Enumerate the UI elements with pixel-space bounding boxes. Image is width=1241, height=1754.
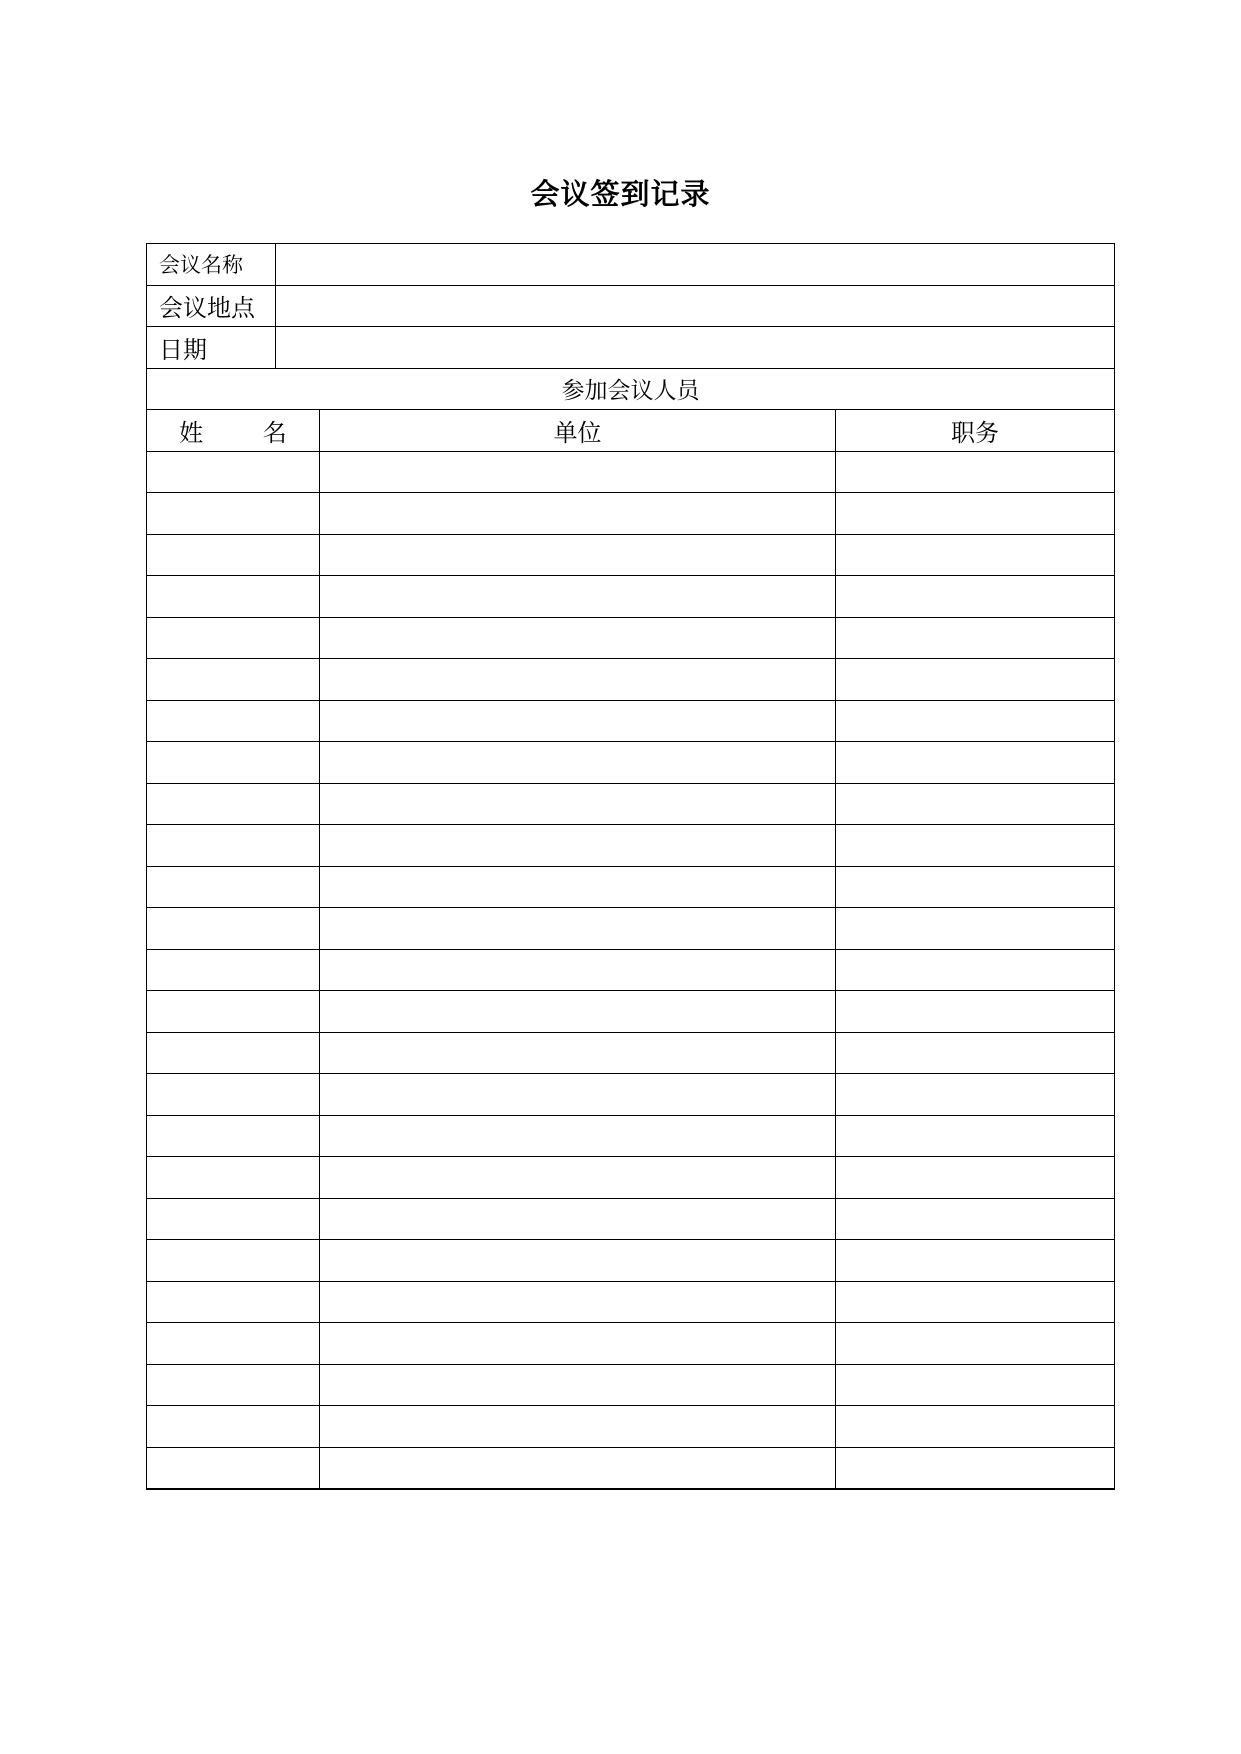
attendee-unit-cell[interactable] bbox=[320, 700, 836, 742]
attendee-row bbox=[147, 742, 1115, 784]
attendee-name-cell[interactable] bbox=[147, 659, 320, 701]
attendee-position-cell[interactable] bbox=[836, 451, 1115, 493]
attendee-position-cell[interactable] bbox=[836, 493, 1115, 535]
attendee-name-cell[interactable] bbox=[147, 493, 320, 535]
attendee-unit-cell[interactable] bbox=[320, 991, 836, 1033]
attendee-unit-cell[interactable] bbox=[320, 1157, 836, 1199]
attendee-row bbox=[147, 825, 1115, 867]
attendee-position-cell[interactable] bbox=[836, 1364, 1115, 1406]
attendee-unit-cell[interactable] bbox=[320, 617, 836, 659]
attendee-row bbox=[147, 1281, 1115, 1323]
attendee-name-cell[interactable] bbox=[147, 742, 320, 784]
attendee-position-cell[interactable] bbox=[836, 1115, 1115, 1157]
attendee-position-cell[interactable] bbox=[836, 908, 1115, 950]
attendee-name-cell[interactable] bbox=[147, 576, 320, 618]
attendee-position-cell[interactable] bbox=[836, 1281, 1115, 1323]
attendee-unit-cell[interactable] bbox=[320, 1281, 836, 1323]
attendee-row bbox=[147, 617, 1115, 659]
attendee-unit-cell[interactable] bbox=[320, 659, 836, 701]
attendee-position-cell[interactable] bbox=[836, 742, 1115, 784]
attendee-unit-cell[interactable] bbox=[320, 1323, 836, 1365]
attendee-row bbox=[147, 1074, 1115, 1116]
column-header-name: 姓 名 bbox=[147, 410, 320, 452]
attendee-name-cell[interactable] bbox=[147, 1281, 320, 1323]
info-row-meeting-name bbox=[147, 244, 1115, 286]
attendee-unit-cell[interactable] bbox=[320, 742, 836, 784]
attendee-name-cell[interactable] bbox=[147, 1364, 320, 1406]
attendee-name-cell[interactable] bbox=[147, 908, 320, 950]
attendee-name-cell[interactable] bbox=[147, 991, 320, 1033]
attendee-unit-cell[interactable] bbox=[320, 576, 836, 618]
attendee-unit-cell[interactable] bbox=[320, 1364, 836, 1406]
attendee-position-cell[interactable] bbox=[836, 617, 1115, 659]
info-row-date bbox=[147, 327, 1115, 369]
attendee-position-cell[interactable] bbox=[836, 700, 1115, 742]
date-field[interactable] bbox=[276, 327, 1115, 369]
attendee-row bbox=[147, 1406, 1115, 1448]
meeting-location-field[interactable] bbox=[276, 285, 1115, 327]
attendee-row bbox=[147, 493, 1115, 535]
attendee-row bbox=[147, 1364, 1115, 1406]
attendee-name-cell[interactable] bbox=[147, 949, 320, 991]
section-row bbox=[147, 368, 1115, 410]
attendee-unit-cell[interactable] bbox=[320, 1406, 836, 1448]
attendee-position-cell[interactable] bbox=[836, 949, 1115, 991]
attendee-row bbox=[147, 949, 1115, 991]
attendee-unit-cell[interactable] bbox=[320, 825, 836, 867]
attendee-position-cell[interactable] bbox=[836, 1032, 1115, 1074]
attendee-unit-cell[interactable] bbox=[320, 866, 836, 908]
attendee-position-cell[interactable] bbox=[836, 534, 1115, 576]
attendee-unit-cell[interactable] bbox=[320, 783, 836, 825]
column-header-position: 职务 bbox=[836, 410, 1115, 452]
attendee-name-cell[interactable] bbox=[147, 1240, 320, 1282]
attendee-position-cell[interactable] bbox=[836, 991, 1115, 1033]
attendee-row bbox=[147, 1447, 1115, 1489]
attendee-unit-cell[interactable] bbox=[320, 1198, 836, 1240]
meeting-name-field[interactable] bbox=[276, 244, 1115, 286]
attendee-name-cell[interactable] bbox=[147, 451, 320, 493]
attendee-row bbox=[147, 659, 1115, 701]
attendee-row bbox=[147, 1198, 1115, 1240]
attendee-unit-cell[interactable] bbox=[320, 1115, 836, 1157]
sign-in-table bbox=[146, 243, 1115, 1490]
attendee-position-cell[interactable] bbox=[836, 1406, 1115, 1448]
attendee-name-cell[interactable] bbox=[147, 1406, 320, 1448]
attendee-name-cell[interactable] bbox=[147, 1157, 320, 1199]
attendee-name-cell[interactable] bbox=[147, 1447, 320, 1489]
info-row-meeting-location bbox=[147, 285, 1115, 327]
attendee-name-cell[interactable] bbox=[147, 617, 320, 659]
attendee-row bbox=[147, 1115, 1115, 1157]
attendee-name-cell[interactable] bbox=[147, 534, 320, 576]
attendee-unit-cell[interactable] bbox=[320, 949, 836, 991]
attendee-row bbox=[147, 576, 1115, 618]
attendee-row bbox=[147, 908, 1115, 950]
attendee-name-cell[interactable] bbox=[147, 1115, 320, 1157]
attendee-position-cell[interactable] bbox=[836, 1323, 1115, 1365]
attendee-unit-cell[interactable] bbox=[320, 1074, 836, 1116]
attendee-position-cell[interactable] bbox=[836, 866, 1115, 908]
document-title: 会议签到记录 bbox=[530, 177, 711, 211]
attendee-position-cell[interactable] bbox=[836, 1198, 1115, 1240]
column-header-row bbox=[147, 410, 1115, 452]
attendee-unit-cell[interactable] bbox=[320, 451, 836, 493]
attendee-unit-cell[interactable] bbox=[320, 1240, 836, 1282]
column-header-unit: 单位 bbox=[320, 410, 836, 452]
attendee-unit-cell[interactable] bbox=[320, 534, 836, 576]
attendee-position-cell[interactable] bbox=[836, 825, 1115, 867]
attendee-name-cell[interactable] bbox=[147, 1323, 320, 1365]
attendee-row bbox=[147, 1323, 1115, 1365]
date-label: 日期 bbox=[147, 327, 276, 369]
attendee-unit-cell[interactable] bbox=[320, 493, 836, 535]
attendee-name-cell[interactable] bbox=[147, 1074, 320, 1116]
meeting-name-label: 会议名称 bbox=[147, 244, 276, 286]
meeting-location-label: 会议地点 bbox=[147, 285, 276, 327]
attendee-unit-cell[interactable] bbox=[320, 908, 836, 950]
attendee-row bbox=[147, 534, 1115, 576]
attendee-name-cell[interactable] bbox=[147, 866, 320, 908]
attendees-section-title: 参加会议人员 bbox=[147, 368, 1115, 410]
attendee-row bbox=[147, 866, 1115, 908]
attendee-position-cell[interactable] bbox=[836, 783, 1115, 825]
attendee-unit-cell[interactable] bbox=[320, 1032, 836, 1074]
attendee-row bbox=[147, 451, 1115, 493]
attendee-name-cell[interactable] bbox=[147, 1198, 320, 1240]
attendee-name-cell[interactable] bbox=[147, 825, 320, 867]
attendee-row bbox=[147, 1157, 1115, 1199]
attendee-position-cell[interactable] bbox=[836, 1074, 1115, 1116]
attendee-name-cell[interactable] bbox=[147, 783, 320, 825]
attendee-position-cell[interactable] bbox=[836, 659, 1115, 701]
attendee-row bbox=[147, 783, 1115, 825]
attendee-row bbox=[147, 700, 1115, 742]
attendee-row bbox=[147, 1032, 1115, 1074]
attendee-row bbox=[147, 991, 1115, 1033]
attendee-name-cell[interactable] bbox=[147, 700, 320, 742]
attendee-row bbox=[147, 1240, 1115, 1282]
attendee-position-cell[interactable] bbox=[836, 1447, 1115, 1489]
attendee-position-cell[interactable] bbox=[836, 576, 1115, 618]
attendee-position-cell[interactable] bbox=[836, 1240, 1115, 1282]
attendee-name-cell[interactable] bbox=[147, 1032, 320, 1074]
attendee-unit-cell[interactable] bbox=[320, 1447, 836, 1489]
attendee-position-cell[interactable] bbox=[836, 1157, 1115, 1199]
